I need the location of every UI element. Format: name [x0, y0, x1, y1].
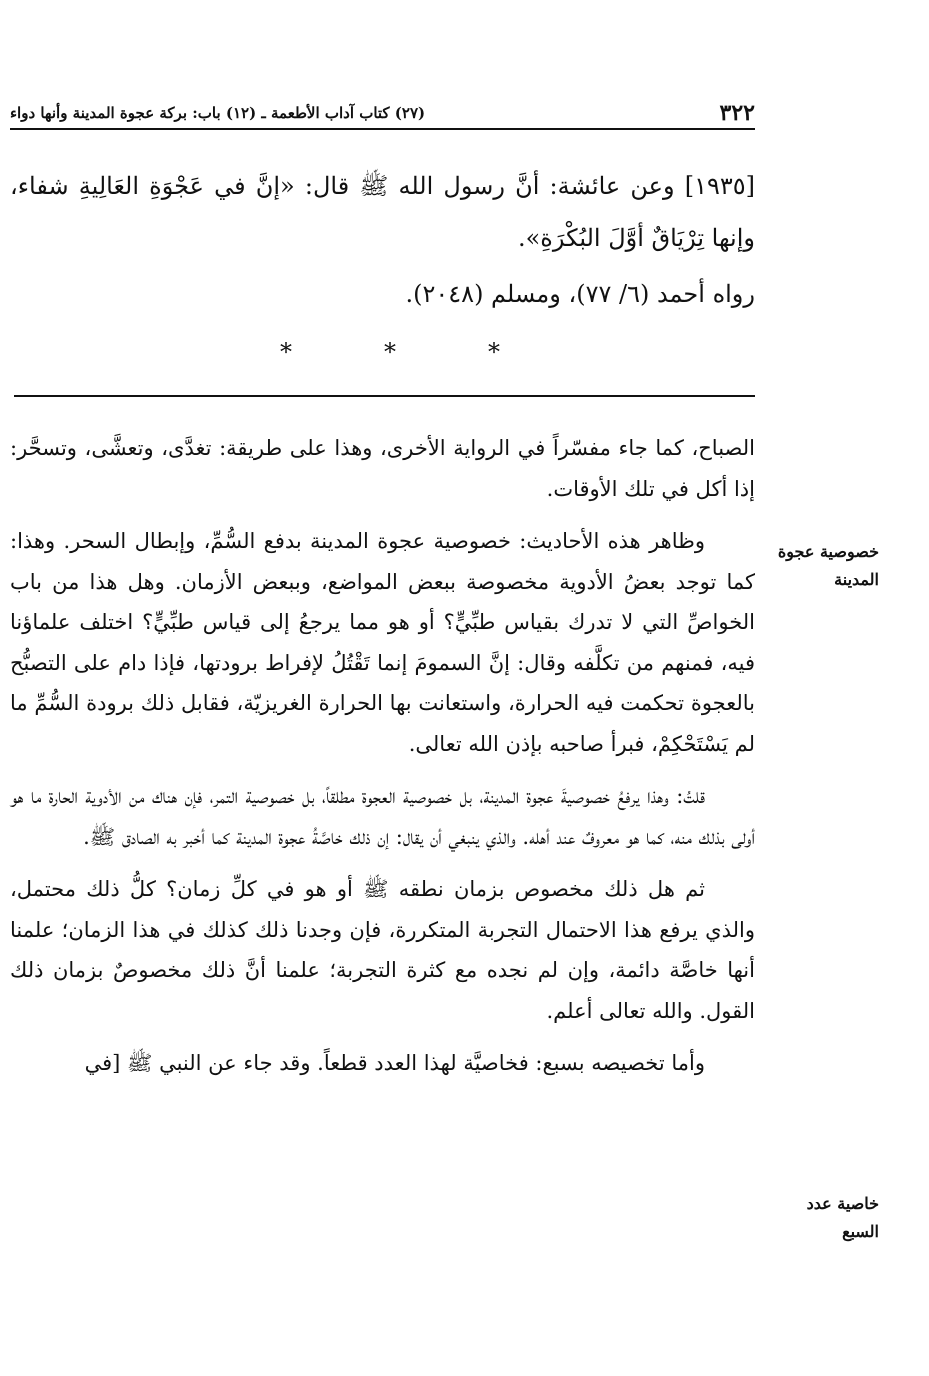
- hadith-text: [١٩٣٥] وعن عائشة: أنَّ رسول الله ﷺ قال: «إنَّ في عَجْوَةِ العَالِيةِ شفاء، وإنها تِرْيَاقٌ أوَّلَ البُكْرَةِ».: [10, 172, 755, 252]
- page-number: ٣٢٢: [719, 100, 755, 126]
- footnote-divider: [14, 395, 755, 397]
- section-separator: [280, 338, 500, 366]
- running-title: (٢٧) كتاب آداب الأطعمة ـ (١٢) باب: بركة عجوة المدينة وأنها دواء: [10, 104, 426, 122]
- separator-star: *: [280, 338, 292, 366]
- page-header: [10, 98, 755, 130]
- commentary-paragraph: وظاهر هذه الأحاديث: خصوصية عجوة المدينة بدفع السُّمِّ، وإبطال السحر. وهذا: كما توجد بعضُ الأدوية مخصوصة ببعض المواضع، وببعض الأزمان. وهل هذا من باب الخواصِّ التي لا تدرك بقياس طبِّيٍّ؟ أو هو مما يرجعُ إلى قياس طبِّيٍّ؟ اختلف علماؤنا فيه، فمنهم من تكلَّفه وقال: إنَّ السمومَ إنما تَقْتُلُ لإفراط برودتها، فإذا دام على التصبُّح بالعجوة تحكمت فيه الحرارة، واستعانت بها الحرارة الغريزيّة، فقابل ذلك برودة السُّمِّ ما لم يَسْتَحْكِمْ، فبرأ صاحبه بإذن الله تعالى.: [10, 529, 755, 756]
- commentary: [10, 428, 755, 1096]
- separator-star: *: [384, 338, 396, 366]
- commentary-paragraph: الصباح، كما جاء مفسّراً في الرواية الأخرى، وهذا على طريقة: تغدَّى، وتعشَّى، وتسحَّر: إذا أكل في تلك الأوقات.: [10, 436, 755, 501]
- commentary-paragraph: قلتُ: وهذا يرفعُ خصوصيةَ عجوة المدينة، بل خصوصية العجوة مطلقاً، بل خصوصية التمر، فإن هناك من الأدوية الحارة ما هو أولى بذلك منه، كما هو معروفٌ عند أهله. والذي ينبغي أن يقال: إن ذلك خاصَّةُ عجوة المدينة كما أخبر به الصادق ﷺ.: [10, 784, 755, 849]
- margin-note: خصوصية عجوة المدينة: [777, 542, 879, 589]
- hadith-source: رواه أحمد (٦/ ٧٧)، ومسلم (٢٠٤٨).: [405, 280, 755, 308]
- commentary-paragraph: وأما تخصيصه بسبع: فخاصيَّة لهذا العدد قطعاً. وقد جاء عن النبي ﷺ [في: [84, 1051, 705, 1075]
- separator-star: *: [488, 338, 500, 366]
- commentary-paragraph: ثم هل ذلك مخصوص بزمان نطقه ﷺ أو هو في كلِّ زمان؟ كلُّ ذلك محتمل، والذي يرفع هذا الاحتمال التجربة المتكررة، فإن وجدنا ذلك كذلك في هذا الزمان؛ علمنا أنها خاصَّة دائمة، وإن لم نجده مع كثرة التجربة؛ علمنا أنَّ ذلك مخصوصٌ بزمان ذلك القول. والله تعالى أعلم.: [10, 877, 755, 1023]
- margin-note: خاصية عدد السبع: [806, 1194, 879, 1241]
